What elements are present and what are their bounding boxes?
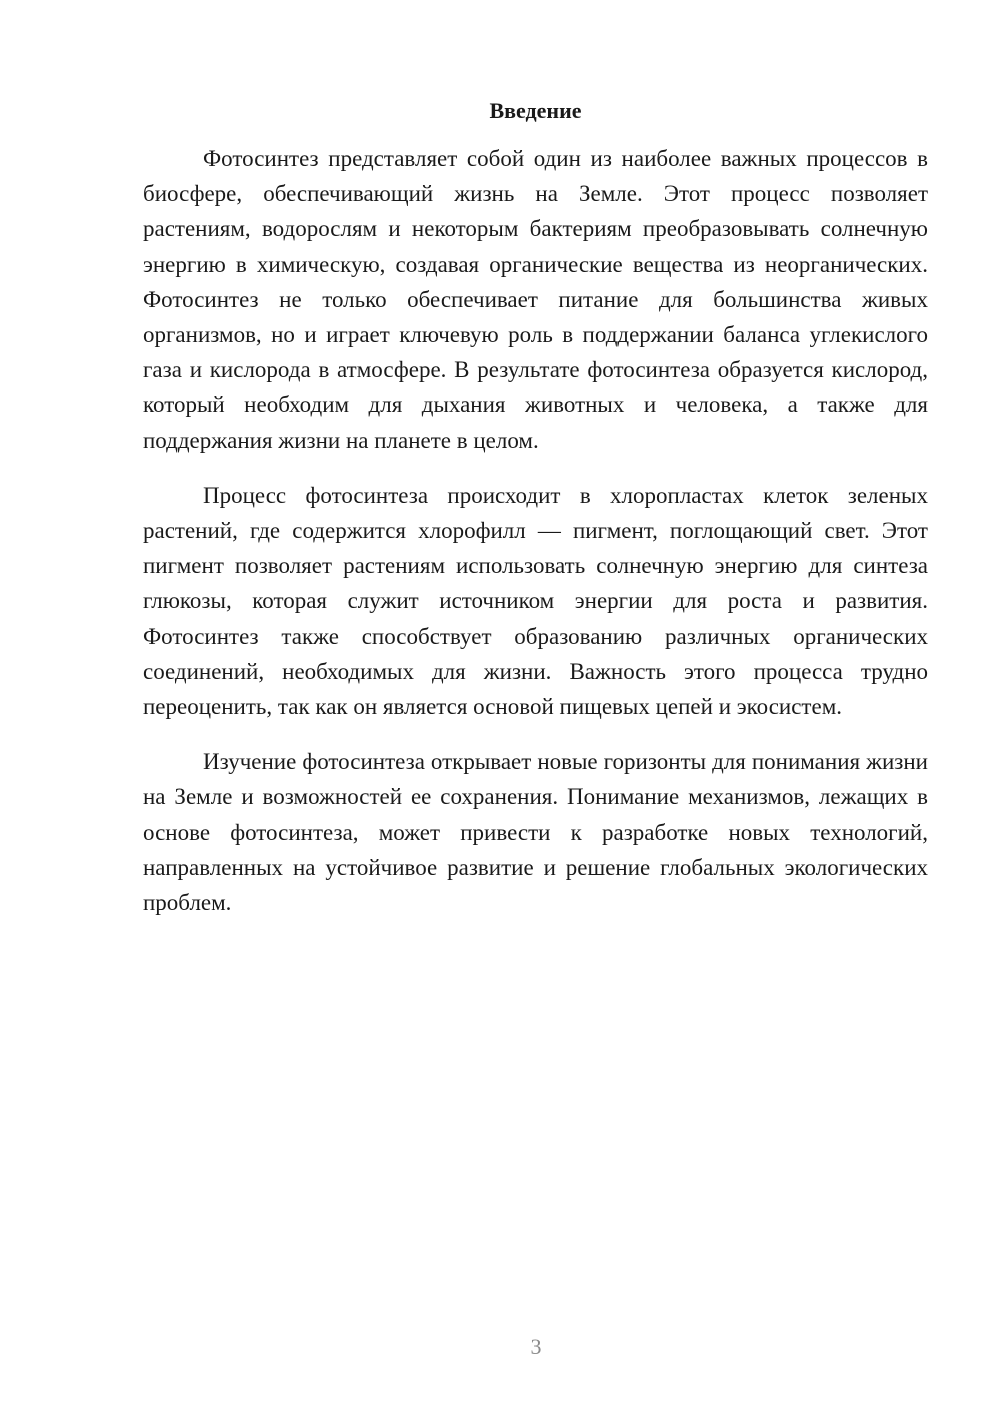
paragraph-3: Изучение фотосинтеза открывает новые горизонты для понимания жизни на Земле и возможностей ее сохранения. Понимание механизмов, лежащих в основе фотосинтеза, может привести к разработке новых технологий, направленных на устойчивое развитие и решение глобальных экологических проблем. bbox=[143, 749, 928, 916]
paragraph-2: Процесс фотосинтеза происходит в хлоропластах клеток зеленых растений, где содержится хлорофилл — пигмент, поглощающий свет. Этот пигмент позволяет растениям использовать солнечную энергию для синтеза глюкозы, которая служит источником энергии для роста и развития. Фотосинтез также способствует образованию различных органических соединений, необходимых для жизни. Важность этого процесса трудно переоценить, так как он является основой пищевых цепей и экосистем. bbox=[143, 482, 928, 720]
section-heading: Введение bbox=[489, 98, 582, 123]
body-text bbox=[143, 141, 928, 940]
paragraph-1: Фотосинтез представляет собой один из наиболее важных процессов в биосфере, обеспечивающий жизнь на Земле. Этот процесс позволяет растениям, водорослям и некоторым бактериям преобразовывать солнечную энергию в химическую, создавая органические вещества из неорганических. Фотосинтез не только обеспечивает питание для большинства живых организмов, но и играет ключевую роль в поддержании баланса углекислого газа и кислорода в атмосфере. В результате фотосинтеза образуется кислород, который необходим для дыхания животных и человека, а также для поддержания жизни на планете в целом. bbox=[143, 146, 928, 453]
page-number: 3 bbox=[530, 1334, 542, 1359]
